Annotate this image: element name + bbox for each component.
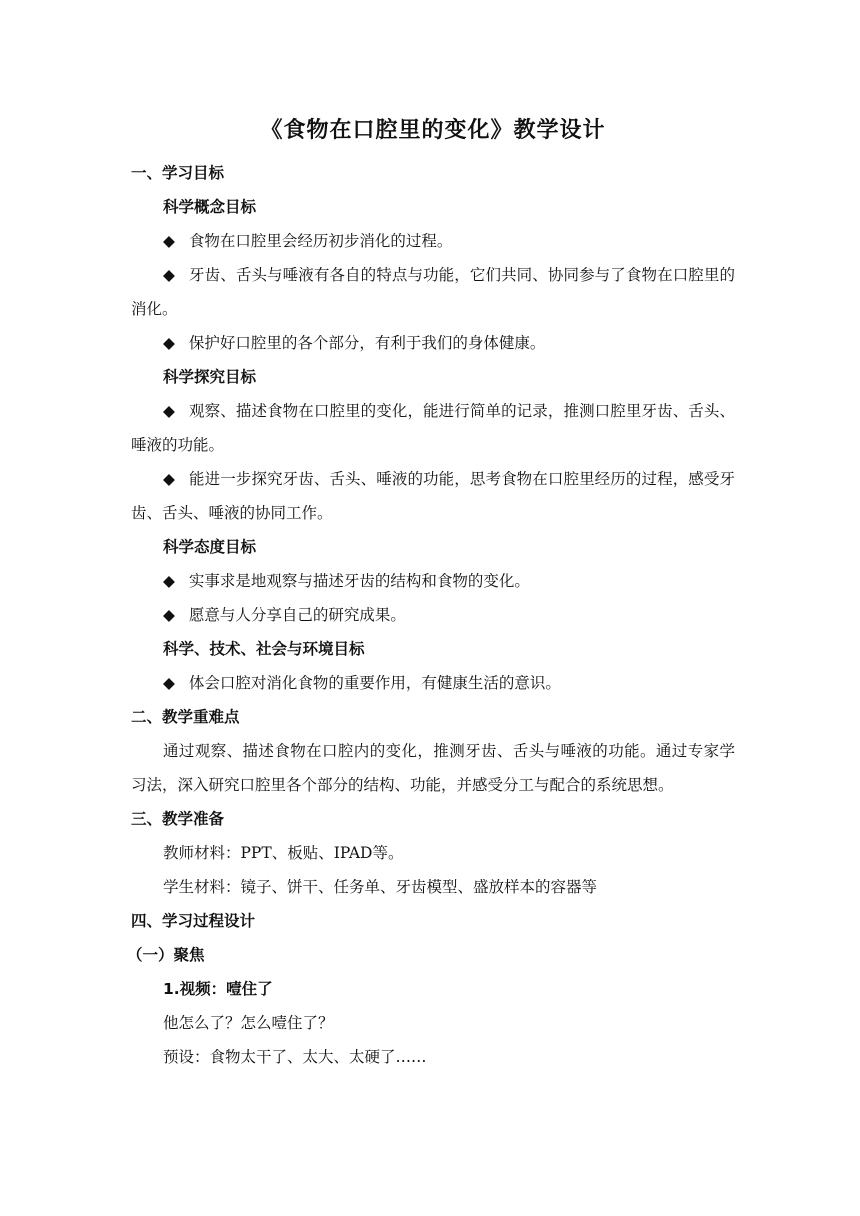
diamond-bullet-icon: ◆ [163, 674, 175, 692]
section-heading-process: 四、学习过程设计 [131, 912, 256, 930]
bullet-text: 观察、描述食物在口腔里的变化，能进行简单的记录，推测口腔里牙齿、舌头、唾液的功能。 [131, 402, 735, 454]
subheading-concept-goals: 科学概念目标 [163, 198, 257, 216]
diamond-bullet-icon: ◆ [163, 402, 176, 420]
diamond-bullet-icon: ◆ [163, 266, 176, 284]
bullet-item [131, 224, 735, 258]
bullet-item [131, 326, 735, 360]
bullet-item [131, 462, 735, 530]
subheading-inquiry-goals: 科学探究目标 [163, 368, 257, 386]
subheading-attitude-goals: 科学态度目标 [163, 538, 257, 556]
teacher-materials: 教师材料：PPT、板贴、IPAD等。 [163, 844, 404, 862]
preset-answer-text: 预设：食物太干了、太大、太硬了…… [163, 1048, 427, 1066]
step-heading-video: 1.视频：噎住了 [163, 980, 273, 998]
diamond-bullet-icon: ◆ [163, 572, 175, 590]
key-points-paragraph: 通过观察、描述食物在口腔内的变化，推测牙齿、舌头与唾液的功能。通过专家学习法，深入研究口腔里各个部分的结构、功能，并感受分工与配合的系统思想。 [131, 742, 735, 794]
bullet-text: 体会口腔对消化食物的重要作用，有健康生活的意识。 [188, 674, 561, 692]
bullet-text: 保护好口腔里的各个部分，有利于我们的身体健康。 [188, 334, 546, 352]
bullet-text: 实事求是地观察与描述牙齿的结构和食物的变化。 [188, 572, 530, 590]
bullet-item [131, 258, 735, 326]
subheading-sts-goals: 科学、技术、社会与环境目标 [163, 640, 365, 658]
document-body [127, 113, 735, 1074]
diamond-bullet-icon: ◆ [163, 232, 175, 250]
bullet-item [131, 666, 735, 700]
diamond-bullet-icon: ◆ [163, 606, 175, 624]
bullet-text: 食物在口腔里会经历初步消化的过程。 [188, 232, 453, 250]
section-heading-key-points: 二、教学重难点 [131, 708, 240, 726]
section-heading-objectives: 一、学习目标 [131, 164, 225, 182]
diamond-bullet-icon: ◆ [163, 334, 175, 352]
bullet-item [131, 564, 735, 598]
subsection-heading-focus: （一）聚焦 [127, 946, 205, 964]
bullet-text: 愿意与人分享自己的研究成果。 [188, 606, 406, 624]
section-heading-preparation: 三、教学准备 [131, 810, 225, 828]
bullet-text: 牙齿、舌头与唾液有各自的特点与功能，它们共同、协同参与了食物在口腔里的消化。 [131, 266, 735, 318]
bullet-item [131, 394, 735, 462]
bullet-text: 能进一步探究牙齿、舌头、唾液的功能，思考食物在口腔里经历的过程，感受牙齿、舌头、唾液的协同工作。 [131, 470, 735, 522]
document-title: 《食物在口腔里的变化》教学设计 [260, 118, 606, 143]
bullet-item [131, 598, 735, 632]
student-materials: 学生材料：镜子、饼干、任务单、牙齿模型、盛放样本的容器等 [163, 878, 598, 896]
question-text: 他怎么了？怎么噎住了？ [163, 1014, 334, 1032]
diamond-bullet-icon: ◆ [163, 470, 176, 488]
